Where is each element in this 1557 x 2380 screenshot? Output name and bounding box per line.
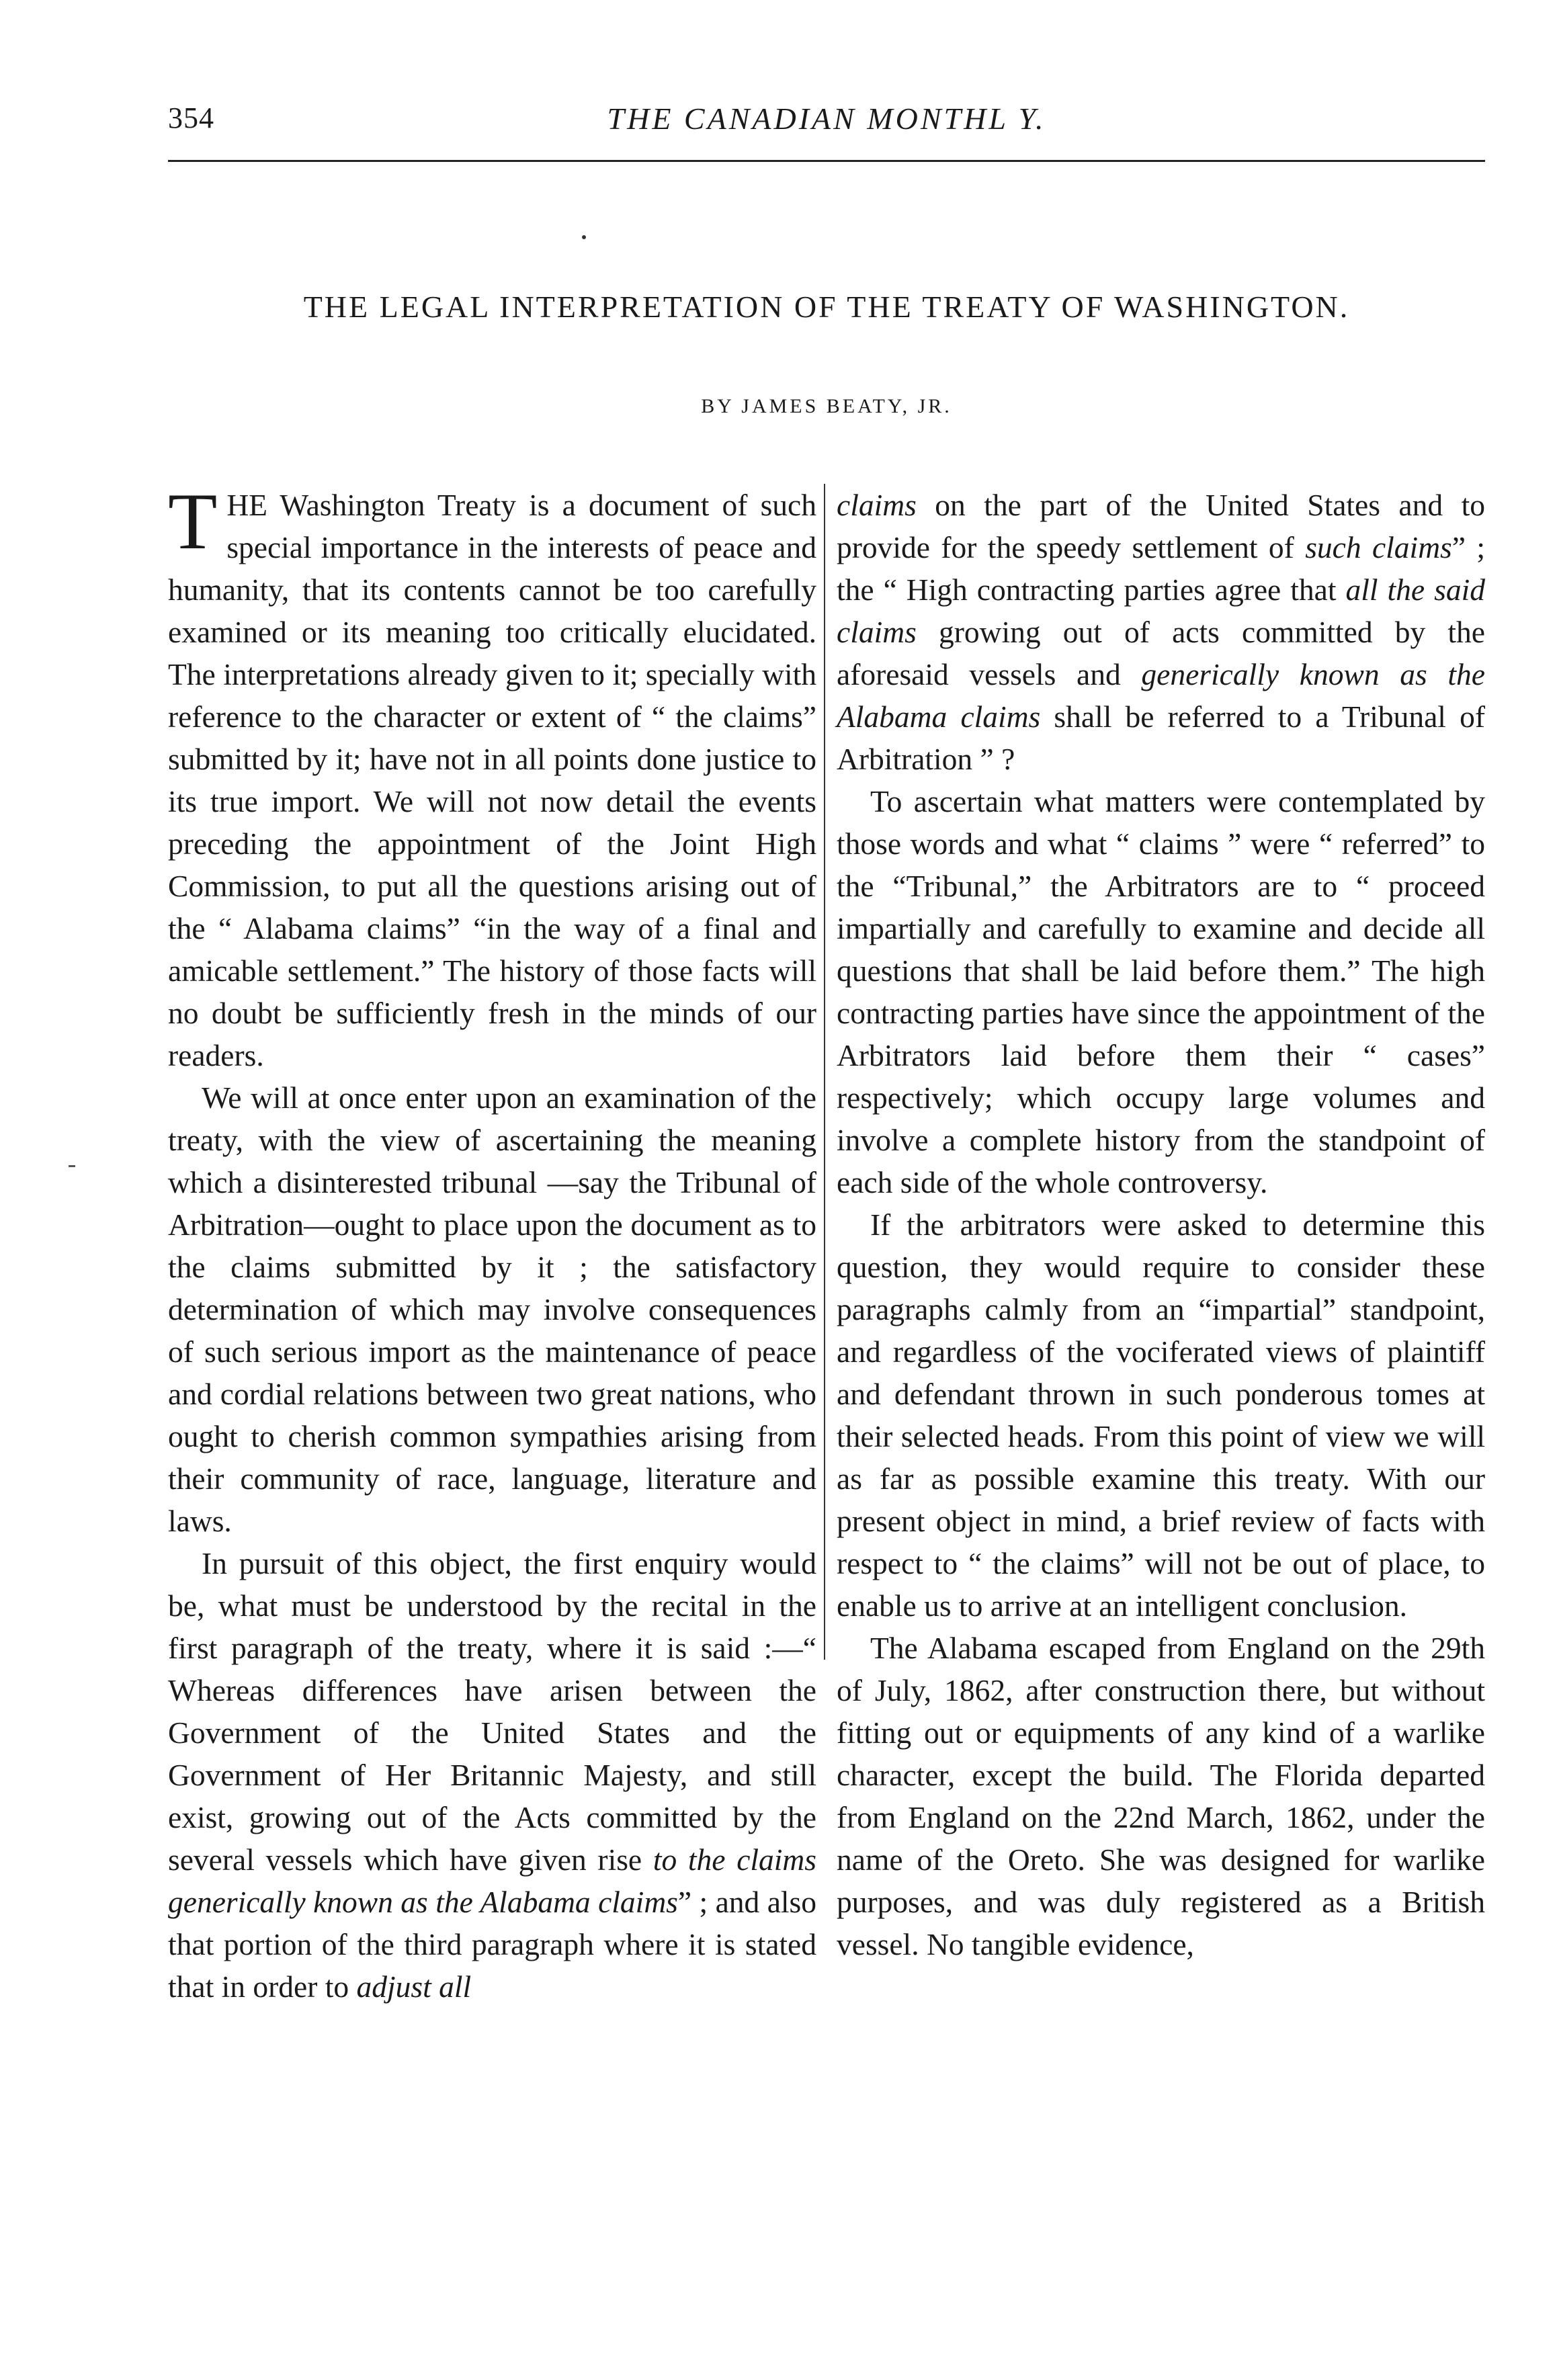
continued-text-c: growing out of acts committed by the aforesaid vessels and — [837, 615, 1485, 691]
paragraph-6: The Alabama escaped from England on the 29th of July, 1862, after construction there, but without fitting out or equipments of any kind of a warlike character, except the build. The Florida departed from England on the 22nd March, 1862, under the name of the Oreto. She was designed for warlike purposes, and was duly registered as a British vessel. No tangible evidence, — [837, 1631, 1485, 1961]
continued-italic-2: such claims — [1305, 530, 1452, 564]
margin-mark — [69, 1165, 75, 1167]
paragraph-3 — [168, 1542, 816, 2008]
continued-text-a: on the part of the United States and to provide for the speedy settlement of — [837, 488, 1485, 564]
continued-text-b: ” ; the “ High contracting parties agree that — [837, 530, 1485, 607]
paragraph-3-text-b: ” ; and also that portion of the third paragraph where it is stated that in order to — [168, 1885, 817, 2004]
ink-dot — [582, 235, 586, 239]
paragraph-continued — [837, 484, 1485, 780]
continued-text-d: shall be referred to a Tribunal of Arbitration ” ? — [837, 699, 1486, 776]
right-column — [837, 484, 1485, 1965]
paragraph-3-text-a: In pursuit of this object, the first enquiry would be, what must be understood by the recital in the first paragraph of the treaty, where it is said :—“ Whereas differences have arisen between the Government of the United States and the Government of Her Britannic Majesty, and still exist, growing out of the Acts committed by the several vessels which have given rise — [168, 1546, 816, 1877]
header-rule — [168, 160, 1485, 162]
paragraph-1-text: Washington Treaty is a document of such special importance in the interests of peace and humanity, that its contents cannot be too carefully examined or its meaning too critically elucidated. The interpretations already given to it; specially with reference to the character or extent of “ the claims” submitted by it; have not in all points done justice to its true import. We will not now detail the events preceding the appointment of the Joint High Commission, to put all the questions arising out of the “ Alabama claims” “in the way of a final and amicable settlement.” The history of those facts will no doubt be sufficiently fresh in the minds of our readers. — [168, 488, 816, 1072]
column-divider — [824, 484, 825, 1660]
continued-italic-3: all the said claims — [837, 572, 1485, 649]
continued-italic-4: generically known as the Alabama claims — [837, 657, 1485, 734]
paragraph-3-italic-1: to the claims generically known as the Alabama claims — [168, 1842, 816, 1919]
left-column — [168, 476, 817, 2008]
paragraph-1 — [168, 476, 816, 1076]
journal-title: THE CANADIAN MONTHL Y. — [607, 101, 1046, 136]
paragraph-2: We will at once enter upon an examination of the treaty, with the view of ascertaining the meaning which a disinterested tribunal —say the Tribunal of Arbitration—ought to place upon the document as to the claims submitted by it ; the satisfactory determination of which may involve consequences of such serious import as the maintenance of peace and cordial relations between two great nations, who ought to cherish common sympathies arising from their community of race, language, literature and laws. — [168, 1080, 816, 1538]
article-title: THE LEGAL INTERPRETATION OF THE TREATY OF WASHINGTON. — [303, 290, 1350, 324]
byline: BY JAMES BEATY, JR. — [701, 395, 952, 417]
continued-italic-1: claims — [837, 488, 917, 522]
paragraph-5: If the arbitrators were asked to determine this question, they would require to consider these paragraphs calmly from an “impartial” standpoint, and regardless of the vociferated views of plaintiff and defendant thrown in such ponderous tomes at their selected heads. From this point of view we will as far as possible examine this treaty. With our present object in mind, a brief review of facts with respect to “ the claims” will not be out of place, to enable us to arrive at an intelligent conclusion. — [837, 1207, 1485, 1623]
paragraph-3-italic-2: adjust all — [356, 1969, 472, 2004]
running-head — [168, 101, 1485, 148]
page-number: 354 — [168, 101, 214, 134]
paragraph-4: To ascertain what matters were contemplated by those words and what “ claims ” were “ referred” to the “Tribunal,” the Arbitrators are to “ proceed impartially and carefully to examine and decide all questions that shall be laid before them.” The high contracting parties have since the appointment of the Arbitrators laid before them their “ cases” respectively; which occupy large volumes and involve a complete history from the standpoint of each side of the whole controversy. — [837, 784, 1485, 1199]
opening-smallcaps: HE — [226, 488, 267, 522]
drop-cap: T — [168, 476, 218, 566]
